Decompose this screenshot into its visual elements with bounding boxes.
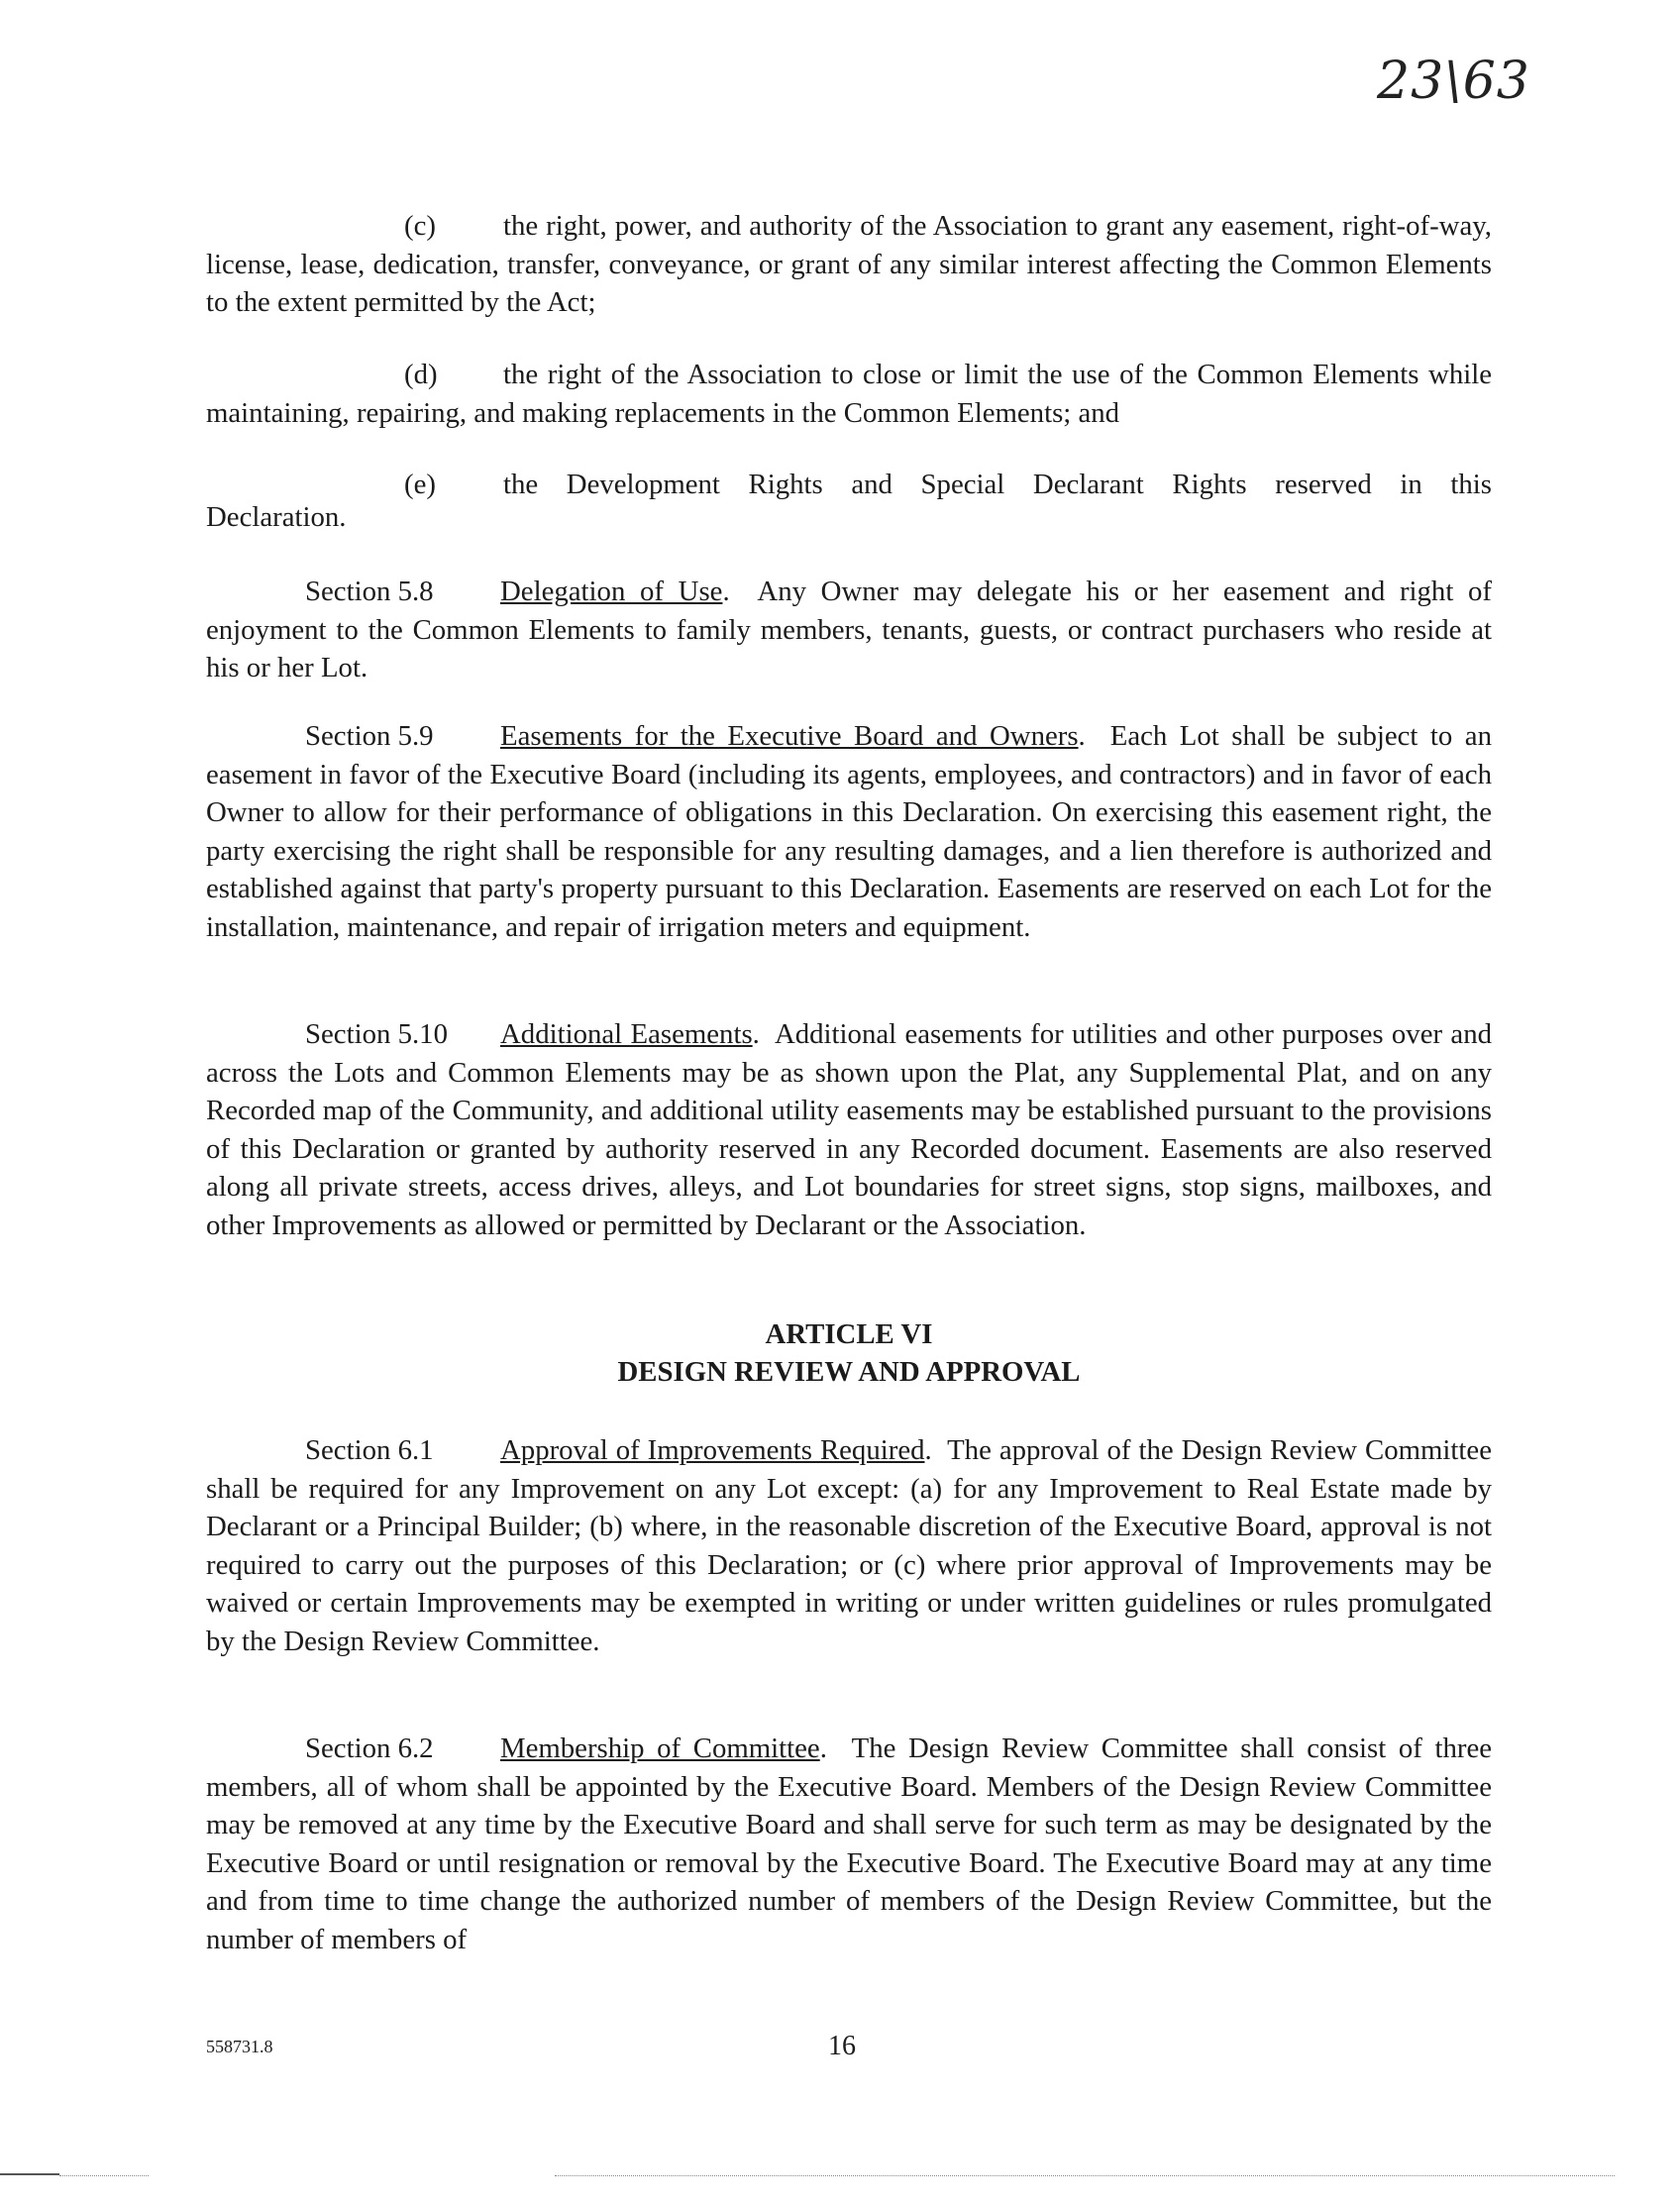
section-6-1: Section 6.1 Approval of Improvements Required. The approval of the Design Review Committee shall be required for any Improvement on any Lot except: (a) for any Improvement to Real Estate made by Declarant or a Principal Builder; (b) where, in the reasonable discretion of the Executive Board, approval is not required to carry out the purposes of this Declaration; or (c) where prior approval of Improvements may be waived or certain Improvements may be exempted in writing or under written guidelines or rules promulgated by the Design Review Committee.: [206, 1431, 1492, 1661]
subparagraph-text: the right, power, and authority of the Association to grant any easement, right-of-way, license, lease, dedication, transfer, conveyance, or grant of any similar interest affecting the Common Elements to the extent permitted by the Act;: [206, 210, 1492, 319]
section-number: Section 6.1: [305, 1434, 434, 1466]
subparagraph-text: the right of the Association to close or limit the use of the Common Elements while maintaining, repairing, and making replacements in the Common Elements; and: [206, 359, 1492, 429]
section-6-2: Section 6.2 Membership of Committee. The Design Review Committee shall consist of three members, all of whom shall be appointed by the Executive Board. Members of the Design Review Committee may be removed at any time by the Executive Board and shall serve for such term as may be designated by the Executive Board or until resignation or removal by the Executive Board. The Executive Board may at any time and from time to time change the authorized number of members of the Design Review Committee, but the number of members of: [206, 1730, 1492, 1959]
subparagraph-text: the Development Rights and Special Declarant Rights reserved in this: [503, 469, 1492, 500]
section-title: Delegation of Use: [500, 576, 723, 607]
section-5-8: Section 5.8 Delegation of Use. Any Owner may delegate his or her easement and right of enjoyment to the Common Elements to family members, tenants, guests, or contract purchasers who reside at his or her Lot.: [206, 573, 1492, 687]
section-text: The Design Review Committee shall consist of three members, all of whom shall be appointed by the Executive Board. Members of the Design Review Committee may be removed at any time by the Executive Board and shall serve for such term as may be designated by the Executive Board or until resignation or removal by the Executive Board. The Executive Board may at any time and from time to time change the authorized number of members of the Design Review Committee, but the number of members of: [206, 1732, 1493, 1955]
section-number: Section 5.8: [305, 576, 434, 607]
handwritten-page-note: 23\63: [1377, 52, 1530, 111]
section-text: Additional easements for utilities and other purposes over and across the Lots and Common Elements may be as shown upon the Plat, any Supplemental Plat, and on any Recorded map of the Community, and additional utility easements may be established pursuant to the provisions of this Declaration or granted by authority reserved in any Recorded document. Easements are also reserved along all private streets, access drives, alleys, and Lot boundaries for street signs, stop signs, mailboxes, and other Improvements as allowed or permitted by Declarant or the Association.: [206, 1018, 1492, 1241]
document-id: 558731.8: [206, 2037, 273, 2056]
section-title: Approval of Improvements Required: [500, 1434, 925, 1466]
subparagraph-e-continuation: Declaration.: [206, 501, 347, 533]
section-title: Membership of Committee: [500, 1732, 820, 1764]
subparagraph-label: (d): [404, 359, 438, 390]
section-number: Section 5.9: [305, 720, 434, 752]
subparagraph-label: (c): [404, 210, 436, 242]
article-title: DESIGN REVIEW AND APPROVAL: [617, 1356, 1081, 1388]
subparagraph-c: [206, 207, 1492, 322]
section-text: Any Owner may delegate his or her easement and right of enjoyment to the Common Elements to family members, tenants, guests, or contract purchasers who reside at his or her Lot.: [206, 576, 1492, 684]
scan-artifact-dots: [555, 2175, 1615, 2177]
section-5-10: Section 5.10 Additional Easements. Additional easements for utilities and other purposes over and across the Lots and Common Elements may be as shown upon the Plat, any Supplemental Plat, and on any Recorded map of the Community, and additional utility easements may be established pursuant to the provisions of this Declaration or granted by authority reserved in any Recorded document. Easements are also reserved along all private streets, access drives, alleys, and Lot boundaries for street signs, stop signs, mailboxes, and other Improvements as allowed or permitted by Declarant or the Association.: [206, 1015, 1492, 1245]
scan-artifact-dots: [59, 2175, 149, 2177]
section-text: The approval of the Design Review Committee shall be required for any Improvement on any Lot except: (a) for any Improvement to Real Estate made by Declarant or a Principal Builder; (b) where, in the reasonable discretion of the Executive Board, approval is not required to carry out the purposes of this Declaration; or (c) where prior approval of Improvements may be waived or certain Improvements may be exempted in writing or under written guidelines or rules promulgated by the Design Review Committee.: [206, 1434, 1492, 1657]
section-5-9: Section 5.9 Easements for the Executive Board and Owners. Each Lot shall be subject to an easement in favor of the Executive Board (including its agents, employees, and contractors) and in favor of each Owner to allow for their performance of obligations in this Declaration. On exercising this easement right, the party exercising the right shall be responsible for any resulting damages, and a lien therefore is authorized and established against that party's property pursuant to this Declaration. Easements are reserved on each Lot for the installation, maintenance, and repair of irrigation meters and equipment.: [206, 717, 1492, 947]
section-title: Additional Easements: [500, 1018, 753, 1050]
subparagraph-d: [206, 356, 1492, 432]
page-number: 16: [828, 2031, 856, 2061]
section-number: Section 5.10: [305, 1018, 448, 1050]
section-text: Each Lot shall be subject to an easement in favor of the Executive Board (including its agents, employees, and contractors) and in favor of each Owner to allow for their performance of obligations in this Declaration. On exercising this easement right, the party exercising the right shall be responsible for any resulting damages, and a lien therefore is authorized and established against that party's property pursuant to this Declaration. Easements are reserved on each Lot for the installation, maintenance, and repair of irrigation meters and equipment.: [206, 720, 1492, 943]
subparagraph-label: (e): [404, 469, 436, 500]
article-number: ARTICLE VI: [765, 1318, 933, 1350]
section-number: Section 6.2: [305, 1732, 434, 1764]
scan-artifact-line: [0, 2173, 59, 2175]
section-title: Easements for the Executive Board and Owners: [500, 720, 1079, 752]
